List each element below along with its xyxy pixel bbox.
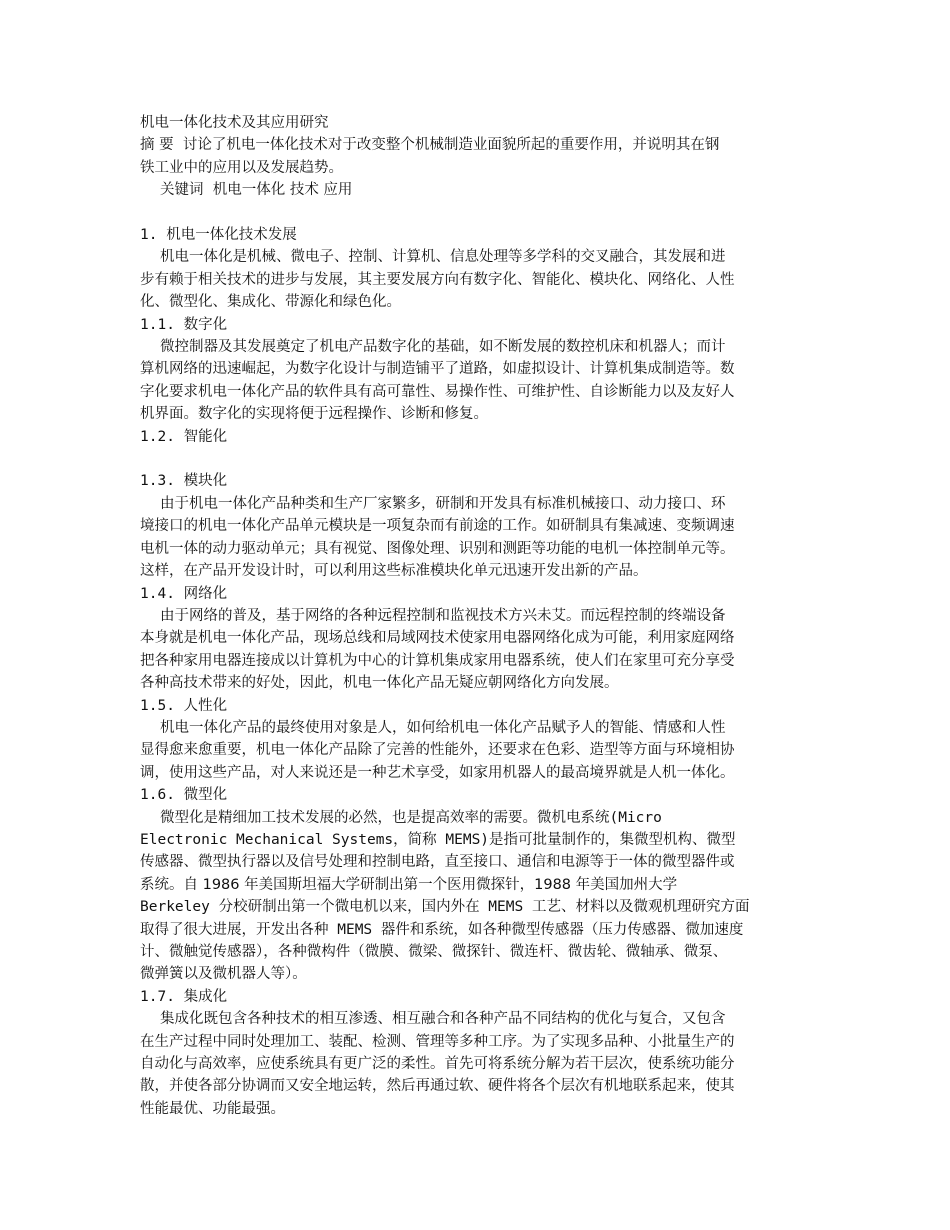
paragraph-line: 机电一体化产品的最终使用对象是人，如何给机电一体化产品赋予人的智能、情感和人性	[160, 719, 726, 736]
paragraph-line: 集成化既包含各种技术的相互渗透、相互融合和各种产品不同结构的优化与复合，又包含	[160, 1011, 726, 1028]
section-heading: 1.2. 智能化	[140, 428, 228, 445]
paragraph-line: Berkeley 分校研制出第一个微电机以来，国内外在 MEMS 工艺、材料以及微观机理研究方面	[140, 899, 750, 916]
blank-line	[140, 202, 810, 224]
keywords-text: 机电一体化 技术 应用	[212, 182, 353, 199]
paragraph-line: 自动化与高效率，应使系统具有更广泛的柔性。首先可将系统分解为若干层次，使系统功能分	[140, 1056, 735, 1073]
document-page	[140, 112, 810, 1120]
paragraph-line: Electronic Mechanical Systems，简称 MEMS)是指可批量制作的，集微型机构、微型	[140, 831, 736, 848]
document-title: 机电一体化技术及其应用研究	[140, 115, 329, 131]
paragraph-line: 机界面。数字化的实现将便于远程操作、诊断和修复。	[140, 406, 488, 423]
paragraph-line: 各种高技术带来的好处，因此，机电一体化产品无疑应朝网络化方向发展。	[140, 675, 619, 692]
section-heading: 1.3. 模块化	[140, 473, 228, 490]
paragraph-line: 本身就是机电一体化产品，现场总线和局域网技术使家用电器网络化成为可能，利用家庭网络	[140, 630, 735, 647]
section-heading: 1.1. 数字化	[140, 316, 228, 333]
paragraph-line: 字化要求机电一体化产品的软件具有高可靠性、易操作性、可维护性、自诊断能力以及友好人	[140, 383, 735, 400]
abstract-text-1: 讨论了机电一体化技术对于改变整个机械制造业面貌所起的重要作用，并说明其在钢	[182, 137, 720, 154]
section-heading: 1.4. 网络化	[140, 585, 228, 602]
paragraph-line: 系统。自 1986 年美国斯坦福大学研制出第一个医用微探针，1988 年美国加州大学	[140, 876, 678, 893]
document-body	[140, 224, 810, 1120]
paragraph-line: 微控制器及其发展奠定了机电产品数字化的基础，如不断发展的数控机床和机器人；而计	[160, 339, 726, 356]
paragraph-line: 微型化是精细加工技术发展的必然，也是提高效率的需要。微机电系统(Micro	[160, 809, 662, 826]
paragraph-line: 境接口的机电一体化产品单元模块是一项复杂而有前途的工作。如研制具有集减速、变频调速	[140, 518, 735, 535]
paragraph-line: 传感器、微型执行器以及信号处理和控制电路，直至接口、通信和电源等于一体的微型器件或	[140, 854, 735, 871]
paragraph-line: 由于机电一体化产品种类和生产厂家繁多，研制和开发具有标准机械接口、动力接口、环	[160, 495, 726, 512]
paragraph-line: 把各种家用电器连接成以计算机为中心的计算机集成家用电器系统，使人们在家里可充分享受	[140, 652, 735, 669]
paragraph-line: 由于网络的普及，基于网络的各种远程控制和监视技术方兴未艾。而远程控制的终端设备	[160, 607, 726, 624]
paragraph-line: 调，使用这些产品，对人来说还是一种艺术享受，如家用机器人的最高境界就是人机一体化。	[140, 764, 735, 781]
paragraph-line: 电机一体的动力驱动单元；具有视觉、图像处理、识别和测距等功能的电机一体控制单元等。	[140, 540, 735, 557]
section-heading: 1.5. 人性化	[140, 697, 228, 714]
paragraph-line: 这样，在产品开发设计时，可以利用这些标准模块化单元迅速开发出新的产品。	[140, 563, 648, 580]
paragraph-line: 显得愈来愈重要，机电一体化产品除了完善的性能外，还要求在色彩、造型等方面与环境相协	[140, 742, 735, 759]
keywords-line	[140, 179, 810, 201]
paragraph-line: 步有赖于相关技术的进步与发展，其主要发展方向有数字化、智能化、模块化、网络化、人性	[140, 271, 735, 288]
abstract-label: 摘 要	[140, 137, 174, 154]
section-heading: 1.7. 集成化	[140, 988, 228, 1005]
paragraph-line: 在生产过程中同时处理加工、装配、检测、管理等多种工序。为了实现多品种、小批量生产的	[140, 1033, 735, 1050]
paragraph-line: 算机网络的迅速崛起，为数字化设计与制造铺平了道路，如虚拟设计、计算机集成制造等。数	[140, 361, 735, 378]
paragraph-line: 计、微触觉传感器），各种微构件（微膜、微梁、微探针、微连杆、微齿轮、微轴承、微泵、	[140, 944, 728, 960]
paragraph-line: 取得了很大进展，开发出各种 MEMS 器件和系统，如各种微型传感器（压力传感器、微加速度	[140, 921, 744, 938]
keywords-label: 关键词	[160, 182, 204, 199]
paragraph-line: 散，并使各部分协调而又安全地运转，然后再通过软、硬件将各个层次有机地联系起来，使其	[140, 1078, 735, 1095]
paragraph-line: 微弹簧以及微机器人等）。	[140, 966, 307, 983]
paragraph-line: 化、微型化、集成化、带源化和绿色化。	[140, 294, 401, 311]
section-heading: 1.6. 微型化	[140, 787, 228, 804]
abstract-line-1	[140, 134, 810, 156]
paragraph-line: 性能最优、功能最强。	[140, 1100, 285, 1117]
paragraph-line: 机电一体化是机械、微电子、控制、计算机、信息处理等多学科的交叉融合，其发展和进	[160, 249, 726, 266]
abstract-text-2: 铁工业中的应用以及发展趋势。	[140, 159, 343, 176]
section-heading: 1. 机电一体化技术发展	[140, 227, 297, 244]
blank-line	[140, 448, 810, 470]
